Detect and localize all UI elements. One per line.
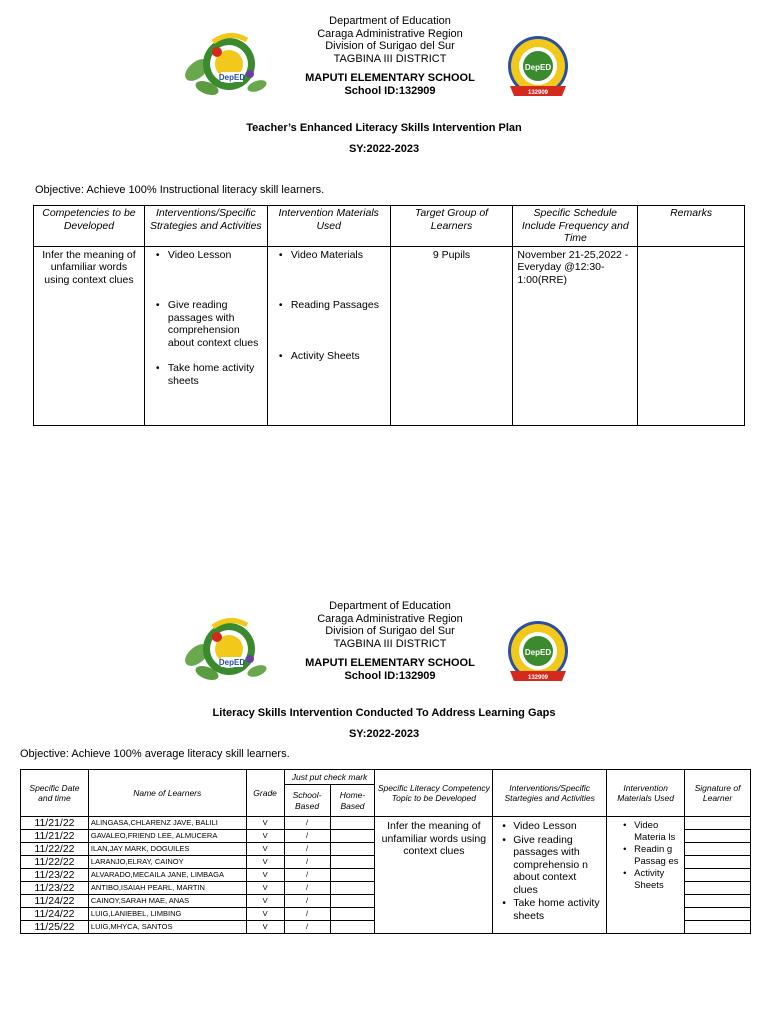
- remarks-cell: [638, 246, 745, 425]
- header-district: TAGBINA III DISTRICT: [333, 637, 447, 650]
- col-topic: Specific Literacy Competency Topic to be Developed: [375, 770, 493, 817]
- grade-cell: V: [246, 830, 284, 843]
- materials-cell: [267, 246, 390, 425]
- school-based-check: /: [284, 921, 330, 934]
- grade-cell: V: [246, 843, 284, 856]
- signature-cell[interactable]: [685, 856, 751, 869]
- signature-cell[interactable]: [685, 882, 751, 895]
- date-cell: 11/22/22: [21, 856, 89, 869]
- col-competencies: Competencies to be Developed: [34, 206, 145, 247]
- col-interventions: Interventions/Specific Strategies and Activities: [144, 206, 267, 247]
- home-based-check: [330, 895, 375, 908]
- deped-logo-text: DepED: [218, 73, 246, 82]
- date-cell: 11/25/22: [21, 921, 89, 934]
- grade-cell: V: [246, 817, 284, 830]
- seal-center-text: DepED: [524, 648, 552, 657]
- col-school-based: School-Based: [284, 785, 330, 817]
- signature-cell[interactable]: [685, 908, 751, 921]
- home-based-check: [330, 817, 375, 830]
- deped-logo-text: DepED: [218, 658, 246, 667]
- home-based-check: [330, 856, 375, 869]
- intervention-item: • Video Lesson: [513, 820, 603, 833]
- intervention-item: • Take home activity sheets: [513, 897, 603, 922]
- col-materials: Intervention Materials Used: [607, 770, 685, 817]
- date-cell: 11/24/22: [21, 908, 89, 921]
- interventions-cell: [144, 246, 267, 425]
- intervention-item: • Give reading passages with comprehension about context clues: [149, 299, 263, 349]
- school-seal-icon: [502, 34, 574, 102]
- home-based-check: [330, 869, 375, 882]
- learner-name-cell: ALVARADO,MECAILA JANE, LIMBAGA: [88, 869, 246, 882]
- school-based-check: /: [284, 856, 330, 869]
- plan-school-year: SY:2022-2023: [348, 143, 420, 155]
- school-based-check: /: [284, 869, 330, 882]
- learner-name-cell: LUIG,LANIEBEL, LIMBING: [88, 908, 246, 921]
- school-based-check: /: [284, 882, 330, 895]
- date-cell: 11/22/22: [21, 843, 89, 856]
- grade-cell: V: [246, 869, 284, 882]
- header-school: MAPUTI ELEMENTARY SCHOOL: [305, 657, 475, 669]
- col-materials: Intervention Materials Used: [267, 206, 390, 247]
- grade-cell: V: [246, 921, 284, 934]
- col-date: Specific Date and time: [21, 770, 89, 817]
- signature-cell[interactable]: [685, 895, 751, 908]
- report-school-year: SY:2022-2023: [348, 728, 420, 740]
- header-department: Department of Education: [329, 600, 451, 612]
- table-row: [34, 246, 745, 425]
- date-cell: 11/21/22: [21, 817, 89, 830]
- signature-cell[interactable]: [685, 869, 751, 882]
- col-check: Just put check mark: [284, 770, 375, 785]
- date-cell: 11/23/22: [21, 869, 89, 882]
- materials-cell: [607, 817, 685, 934]
- deped-logo-icon: [183, 613, 273, 685]
- school-based-check: /: [284, 895, 330, 908]
- topic-cell: Infer the meaning of unfamiliar words using context clues: [375, 817, 493, 934]
- header-school: MAPUTI ELEMENTARY SCHOOL: [305, 72, 475, 84]
- report-objective: Objective: Achieve 100% average literacy skill learners.: [20, 748, 290, 760]
- header-district: TAGBINA III DISTRICT: [333, 52, 447, 65]
- table-row: [21, 817, 751, 830]
- home-based-check: [330, 830, 375, 843]
- home-based-check: [330, 908, 375, 921]
- intervention-item: • Take home activity sheets: [149, 362, 263, 387]
- school-based-check: /: [284, 908, 330, 921]
- school-seal-icon: [502, 619, 574, 687]
- material-item: • Video Materials: [272, 249, 386, 262]
- interventions-cell: [493, 817, 607, 934]
- col-home-based: Home-Based: [330, 785, 375, 817]
- plan-title: Teacher’s Enhanced Literacy Skills Intervention Plan: [246, 122, 522, 134]
- col-target-group: Target Group of Learners: [390, 206, 513, 247]
- seal-banner-text: 132909: [527, 675, 549, 681]
- schedule-cell: November 21-25,2022 -Everyday @12:30-1:00(RRE): [513, 246, 638, 425]
- header-region: Caraga Administrative Region: [317, 612, 463, 625]
- learner-name-cell: LARANJO,ELRAY, CAINOY: [88, 856, 246, 869]
- signature-cell[interactable]: [685, 830, 751, 843]
- material-item: • Reading Passages: [272, 299, 386, 312]
- material-item: • Activity Sheets: [634, 868, 682, 892]
- grade-cell: V: [246, 882, 284, 895]
- deped-logo-icon: [183, 28, 273, 100]
- seal-center-text: DepED: [524, 63, 552, 72]
- header-school-id: School ID:132909: [344, 669, 436, 682]
- learner-name-cell: ANTIBO,ISAIAH PEARL, MARTIN: [88, 882, 246, 895]
- competency-cell: Infer the meaning of unfamiliar words using context clues: [34, 246, 145, 425]
- col-schedule: Specific Schedule Include Frequency and Time: [513, 206, 638, 247]
- school-based-check: /: [284, 843, 330, 856]
- header-division: Division of Surigao del Sur: [325, 625, 455, 637]
- home-based-check: [330, 843, 375, 856]
- signature-cell[interactable]: [685, 817, 751, 830]
- home-based-check: [330, 921, 375, 934]
- seal-banner-text: 132909: [527, 90, 549, 96]
- learner-name-cell: LUIG,MHYCA, SANTOS: [88, 921, 246, 934]
- home-based-check: [330, 882, 375, 895]
- col-grade: Grade: [246, 770, 284, 817]
- date-cell: 11/21/22: [21, 830, 89, 843]
- col-interventions: Interventions/Specific Startegies and Activities: [493, 770, 607, 817]
- col-signature: Signature of Learner: [685, 770, 751, 817]
- learner-name-cell: GAVALEO,FRIEND LEE, ALMUCERA: [88, 830, 246, 843]
- header-block: [290, 15, 490, 97]
- signature-cell[interactable]: [685, 921, 751, 934]
- material-item: • Video Materia ls: [634, 820, 682, 844]
- plan-objective: Objective: Achieve 100% Instructional literacy skill learners.: [35, 184, 325, 196]
- material-item: • Readin g Passag es: [634, 844, 682, 868]
- intervention-plan-table: [33, 205, 745, 426]
- header-block: [290, 600, 490, 682]
- intervention-item: • Video Lesson: [149, 249, 263, 262]
- header-division: Division of Surigao del Sur: [325, 40, 455, 52]
- col-name: Name of Learners: [88, 770, 246, 817]
- header-department: Department of Education: [329, 15, 451, 27]
- table-header-row: [34, 206, 745, 247]
- header-school-id: School ID:132909: [344, 84, 436, 97]
- table-header-row: [21, 770, 751, 785]
- grade-cell: V: [246, 856, 284, 869]
- date-cell: 11/23/22: [21, 882, 89, 895]
- learner-name-cell: ALINGASA,CHLARENZ JAVE, BALILI: [88, 817, 246, 830]
- grade-cell: V: [246, 895, 284, 908]
- learner-name-cell: ILAN,JAY MARK, DOGUILES: [88, 843, 246, 856]
- signature-cell[interactable]: [685, 843, 751, 856]
- learners-table: [20, 769, 751, 934]
- learner-name-cell: CAINOY,SARAH MAE, ANAS: [88, 895, 246, 908]
- school-based-check: /: [284, 830, 330, 843]
- target-group-cell: 9 Pupils: [390, 246, 513, 425]
- date-cell: 11/24/22: [21, 895, 89, 908]
- material-item: • Activity Sheets: [272, 350, 386, 363]
- intervention-item: • Give reading passages with comprehensio n about context clues: [513, 834, 603, 897]
- grade-cell: V: [246, 908, 284, 921]
- school-based-check: /: [284, 817, 330, 830]
- report-title: Literacy Skills Intervention Conducted To Address Learning Gaps: [212, 707, 556, 719]
- header-region: Caraga Administrative Region: [317, 27, 463, 40]
- col-remarks: Remarks: [638, 206, 745, 247]
